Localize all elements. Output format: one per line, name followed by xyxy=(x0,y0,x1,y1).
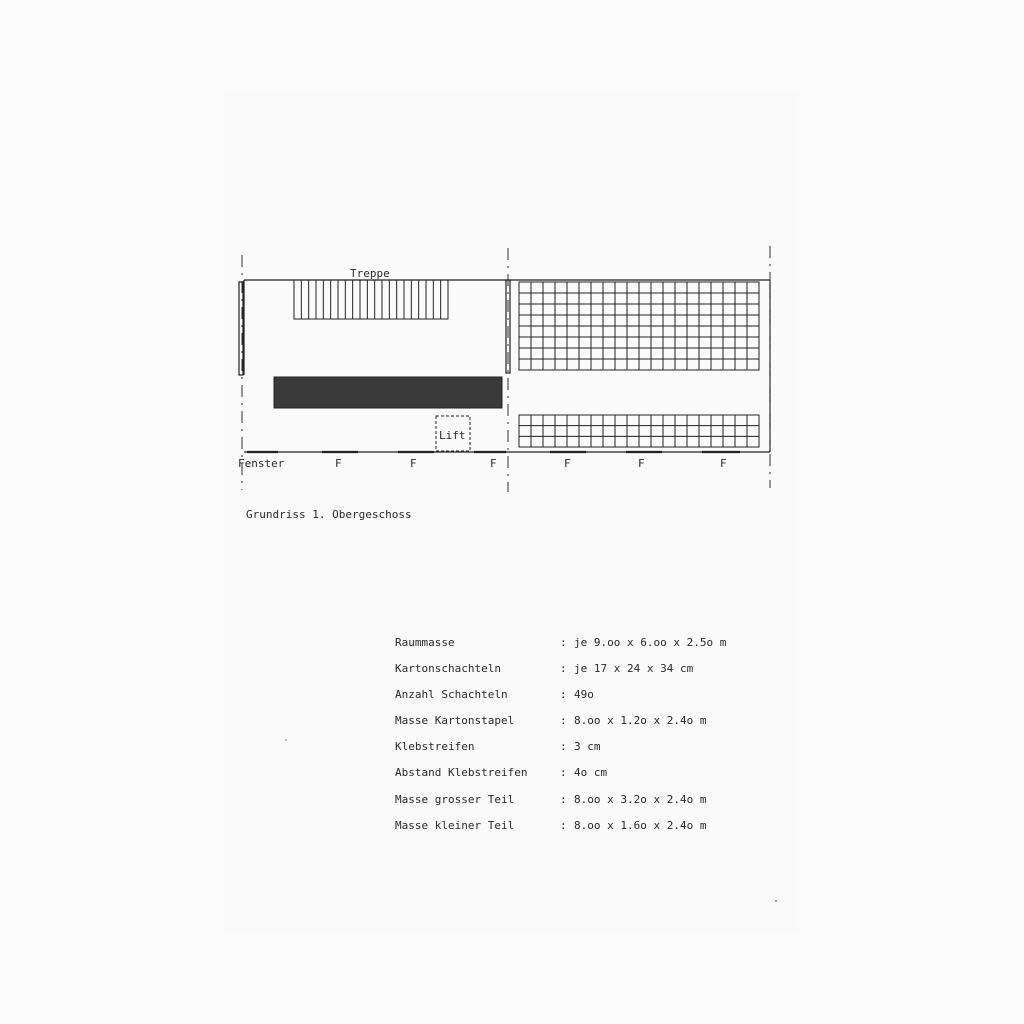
spec-separator: : xyxy=(560,662,567,676)
window-label: F xyxy=(638,457,645,470)
spec-label: Masse Kartonstapel xyxy=(395,714,515,728)
box-grid-large xyxy=(519,282,759,370)
spec-row xyxy=(395,766,775,792)
spec-row xyxy=(395,740,775,766)
box-grid-small xyxy=(519,415,759,447)
paper-speck xyxy=(775,900,777,902)
spec-label: Raummasse xyxy=(395,636,455,649)
stair-outline xyxy=(294,280,448,319)
window-label: F xyxy=(490,457,497,470)
window-label: Fenster xyxy=(238,457,285,470)
spec-value: 49o xyxy=(574,688,594,702)
spec-label: Abstand Klebstreifen xyxy=(395,766,528,780)
spec-value: je 9.oo x 6.oo x 2.5o m xyxy=(574,636,727,649)
spec-row xyxy=(395,688,775,714)
lift-label: Lift xyxy=(439,429,466,442)
spec-label: Klebstreifen xyxy=(395,740,475,754)
plan-walls xyxy=(239,280,770,452)
spec-separator: : xyxy=(560,740,567,754)
paper-speck xyxy=(285,739,287,741)
spec-separator: : xyxy=(560,714,567,728)
spec-value: 8.oo x 3.2o x 2.4o m xyxy=(574,792,707,806)
spec-separator: : xyxy=(560,766,567,780)
spec-label: Masse grosser Teil xyxy=(395,792,515,806)
window-label: F xyxy=(410,457,417,470)
spec-value: 4o cm xyxy=(574,766,608,780)
spec-row xyxy=(395,819,775,845)
spec-label: Anzahl Schachteln xyxy=(395,688,508,702)
spec-separator: : xyxy=(560,688,567,702)
spec-list xyxy=(395,636,775,845)
spec-separator: : xyxy=(560,636,567,649)
carton-stack xyxy=(274,377,502,408)
spec-row xyxy=(395,714,775,740)
staircase xyxy=(294,280,448,319)
window-label: F xyxy=(335,457,342,470)
spec-value: 3 cm xyxy=(574,740,601,754)
spec-row xyxy=(395,662,775,688)
spec-separator: : xyxy=(560,818,567,832)
spec-row xyxy=(395,636,775,662)
spec-value: 8.oo x 1.6o x 2.4o m xyxy=(574,818,707,832)
spec-label: Kartonschachteln xyxy=(395,662,501,676)
spec-separator: : xyxy=(560,792,567,806)
spec-value: 8.oo x 1.2o x 2.4o m xyxy=(574,714,707,728)
stair-label: Treppe xyxy=(350,267,390,280)
spec-row xyxy=(395,793,775,819)
window-label: F xyxy=(564,457,571,470)
spec-label: Masse kleiner Teil xyxy=(395,818,515,832)
window-label: F xyxy=(720,457,727,470)
spec-value: je 17 x 24 x 34 cm xyxy=(574,662,694,676)
plan-caption: Grundriss 1. Obergeschoss xyxy=(246,508,412,521)
